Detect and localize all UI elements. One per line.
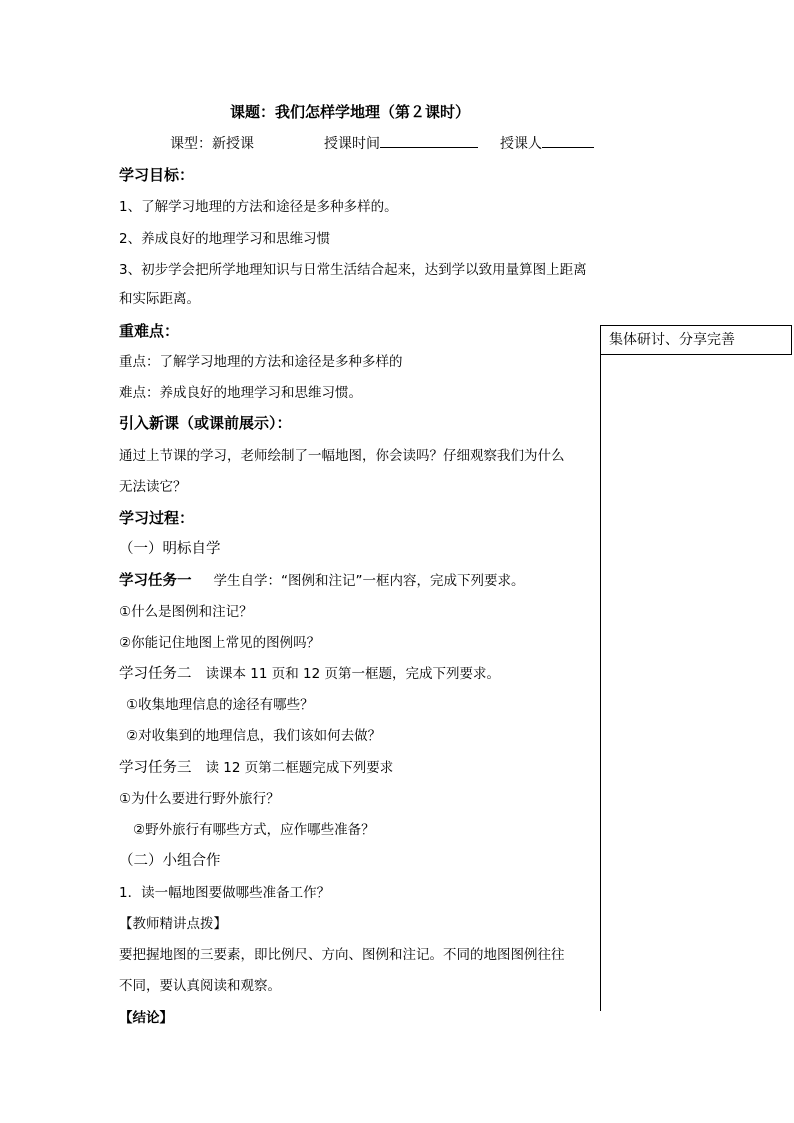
task-2-question-1: ①收集地理信息的途径有哪些？ [126, 697, 314, 713]
task-3 [119, 759, 393, 777]
task-1-question-2: ②你能记住地图上常见的图例吗？ [119, 635, 321, 651]
task-2-text: 读课本 11 页和 12 页第一框题，完成下列要求。 [205, 666, 501, 682]
task-1-question-1: ①什么是图例和注记？ [119, 604, 253, 620]
lesson-time-label: 授课时间 [324, 136, 380, 152]
intro-line-1: 通过上节课的学习，老师绘制了一幅地图，你会读吗？仔细观察我们为什么 [119, 448, 565, 464]
lesson-time-blank[interactable] [380, 133, 478, 148]
teacher-tip-line-1: 要把握地图的三要素，即比例尺、方向、图例和注记。不同的地图图例往往 [119, 947, 565, 963]
objective-item-3: 3、初步学会把所学地理知识与日常生活结合起来，达到学以致用量算图上距离 [119, 262, 587, 278]
task-3-label: 学习任务三 [119, 760, 192, 776]
side-box: 集体研讨、分享完善 [600, 325, 792, 355]
conclusion-heading: 【结论】 [119, 1010, 173, 1026]
objective-item-3-cont: 和实际距离。 [119, 291, 200, 307]
task-3-question-1: ①为什么要进行野外旅行？ [119, 791, 280, 807]
task-2 [119, 665, 500, 683]
process-part-1: （一）明标自学 [119, 541, 221, 557]
key-points-heading: 重难点： [119, 322, 180, 340]
intro-line-2: 无法读它？ [119, 479, 187, 495]
teacher-tip-heading: 【教师精讲点拨】 [119, 916, 227, 932]
side-divider [600, 355, 601, 1011]
lesson-teacher-blank[interactable] [542, 133, 594, 148]
process-heading: 学习过程： [119, 509, 195, 527]
task-2-label: 学习任务二 [119, 666, 192, 682]
lesson-teacher [500, 133, 594, 153]
lesson-teacher-label: 授课人 [500, 136, 542, 152]
task-3-text: 读 12 页第二框题完成下列要求 [205, 760, 394, 776]
intro-heading: 引入新课（或课前展示）： [119, 414, 292, 432]
process-part-2: （二）小组合作 [119, 853, 221, 869]
key-point-main: 重点：了解学习地理的方法和途径是多种多样的 [119, 354, 403, 370]
page-title: 课题：我们怎样学地理（第２课时） [230, 103, 471, 121]
objective-item-2: 2、养成良好的地理学习和思维习惯 [119, 231, 331, 247]
objectives-heading: 学习目标： [119, 166, 195, 184]
task-1-text: 学生自学：“图例和注记”一框内容，完成下列要求。 [213, 573, 525, 589]
lesson-time [324, 133, 478, 153]
objective-item-1: 1、了解学习地理的方法和途径是多种多样的。 [119, 199, 398, 215]
group-question-1: 1．读一幅地图要做哪些准备工作？ [119, 885, 331, 901]
task-3-question-2: ②野外旅行有哪些方式，应作哪些准备？ [133, 822, 375, 838]
task-1 [119, 572, 525, 590]
task-2-question-2: ②对收集到的地理信息，我们该如何去做？ [126, 728, 382, 744]
key-point-difficult: 难点：养成良好的地理学习和思维习惯。 [119, 385, 362, 401]
teacher-tip-line-2: 不同，要认真阅读和观察。 [119, 978, 281, 994]
lesson-type: 课型：新授课 [170, 136, 254, 152]
task-1-label: 学习任务一 [119, 573, 192, 589]
